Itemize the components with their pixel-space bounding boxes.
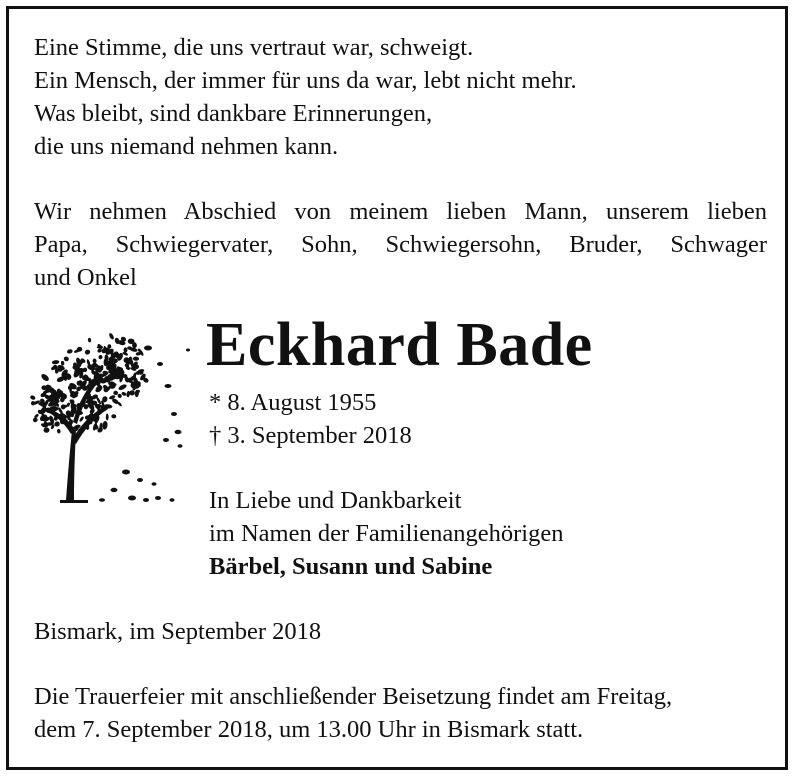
leaf	[106, 414, 109, 421]
leaf	[108, 332, 115, 340]
leaf	[123, 347, 127, 352]
place-date: Bismark, im September 2018	[34, 618, 322, 645]
leaf	[57, 429, 61, 434]
leaf	[44, 427, 50, 432]
leaf	[66, 349, 73, 355]
farewell-line-2: Papa, Schwiegervater, Sohn, Schwiegersohn, Bruder, Schwager	[34, 231, 767, 258]
poem-line-1: Eine Stimme, die uns vertraut war, schweigt.	[34, 34, 474, 61]
mourners-line-1: In Liebe und Dankbarkeit	[209, 487, 462, 514]
leaf	[88, 338, 92, 343]
windblown-tree-icon	[28, 322, 200, 512]
leaf	[54, 421, 61, 427]
leaf	[30, 400, 36, 406]
leaf	[102, 421, 108, 430]
poem-line-2: Ein Mensch, der immer für uns da war, lebt nicht mehr.	[34, 67, 577, 94]
leaf	[32, 417, 39, 424]
leaf	[113, 391, 118, 395]
birth-date: * 8. August 1955	[209, 389, 377, 416]
mourners-line-2: im Namen der Familienangehörigen	[209, 520, 564, 547]
service-line-2: dem 7. September 2018, um 13.00 Uhr in Bismark statt.	[34, 716, 584, 743]
farewell-line-1: Wir nehmen Abschied von meinem lieben Mann, unserem lieben	[34, 198, 767, 225]
leaf	[97, 346, 103, 349]
poem-line-3: Was bleibt, sind dankbare Erinnerungen,	[34, 100, 433, 127]
leaf	[79, 416, 85, 422]
leaf	[63, 356, 70, 363]
farewell-line-3: und Onkel	[34, 264, 137, 291]
leaf	[129, 390, 135, 396]
death-date: † 3. September 2018	[209, 422, 412, 449]
leaf	[133, 356, 139, 361]
leaf	[84, 349, 91, 356]
leaf	[29, 395, 36, 401]
leaf	[40, 373, 50, 383]
deceased-name: Eckhard Bade	[206, 311, 593, 379]
service-line-1: Die Trauerfeier mit anschließender Beisetzung findet am Freitag,	[34, 683, 673, 710]
leaf	[61, 361, 65, 366]
leaf	[98, 354, 103, 359]
leaf	[52, 360, 60, 365]
leaf	[111, 414, 116, 419]
leaf	[92, 358, 97, 363]
leaf	[118, 383, 128, 391]
poem-line-4: die uns niemand nehmen kann.	[34, 133, 339, 160]
leaf	[121, 391, 127, 396]
mourners-names: Bärbel, Susann und Sabine	[209, 553, 493, 580]
